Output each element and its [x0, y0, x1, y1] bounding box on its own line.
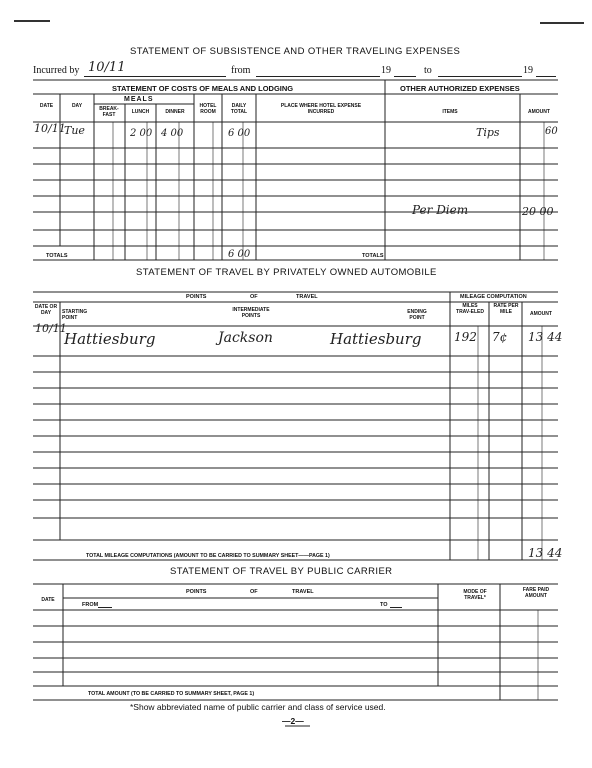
auto-col-ending-header: ENDING POINT [407, 309, 427, 321]
col-place-header: PLACE WHERE HOTEL EXPENSE INCURRED [280, 103, 362, 115]
carrier-points-header: POINTS [186, 589, 207, 595]
auto-entry-rate: 7¢ [492, 330, 508, 344]
meals-group-header: MEALS [124, 96, 154, 103]
auto-entry-starting: Hattiesburg [64, 330, 156, 348]
carrier-to-label: TO [380, 602, 388, 608]
page-number: —2— [282, 716, 304, 726]
auto-col-rate-header: RATE PER MILE [493, 303, 519, 315]
auto-col-miles-header: MILES TRAV-ELED [456, 303, 484, 315]
meals-totals-label: TOTALS [46, 253, 68, 259]
other-totals-label: TOTALS [362, 253, 384, 259]
to-label: to [424, 65, 432, 76]
mileage-computation-header: MILEAGE COMPUTATION [460, 294, 527, 300]
form-title: STATEMENT OF SUBSISTENCE AND OTHER TRAVELING EXPENSES [130, 46, 461, 57]
col-daily-total-header: DAILY TOTAL [230, 103, 248, 115]
other-item-per-diem: Per Diem [412, 203, 469, 217]
carrier-from-label: FROM [82, 602, 99, 608]
col-items-header: ITEMS [442, 109, 458, 115]
auto-points-header: POINTS [186, 294, 207, 300]
carrier-col-fare-header: FARE PAID AMOUNT [522, 587, 550, 599]
meal-entry-date: 10/11 [34, 122, 66, 135]
from-label: from [231, 65, 251, 76]
col-date-header: DATE [39, 103, 54, 109]
carrier-total-label: TOTAL AMOUNT (TO BE CARRIED TO SUMMARY SHEET, PAGE 1) [88, 691, 255, 697]
col-amount-header: AMOUNT [528, 109, 550, 115]
meals-daily-grand-total: 6 00 [228, 249, 251, 260]
other-item-tips-amount: 60 [545, 126, 558, 137]
auto-entry-ending: Hattiesburg [330, 330, 422, 348]
carrier-of-header: OF [250, 589, 258, 595]
col-day-header: DAY [71, 103, 83, 109]
carrier-col-mode-header: MODE OF TRAVEL* [463, 589, 487, 601]
other-expenses-title: OTHER AUTHORIZED EXPENSES [400, 84, 520, 93]
footnote: *Show abbreviated name of public carrier and class of service used. [130, 702, 386, 712]
col-hotel-header: HOTEL ROOM [199, 103, 217, 115]
col-dinner-header: DINNER [165, 109, 185, 115]
auto-col-amount-header: AMOUNT [530, 311, 552, 317]
auto-col-starting-header: STARTING POINT [62, 309, 88, 321]
col-lunch-header: LUNCH [131, 109, 150, 115]
auto-entry-intermediate: Jackson [218, 330, 273, 346]
meal-entry-dinner: 4 00 [161, 128, 184, 139]
other-item-per-diem-amount: 20 00 [522, 205, 554, 218]
auto-col-intermediate-header: INTERMEDIATE POINTS [232, 307, 270, 319]
auto-travel-header: TRAVEL [296, 294, 318, 300]
auto-entry-date: 10/11 [35, 322, 67, 335]
meal-entry-day: Tue [64, 124, 85, 137]
auto-total-label: TOTAL MILEAGE COMPUTATIONS (AMOUNT TO BE CARRIED TO SUMMARY SHEET——PAGE 1) [86, 553, 330, 559]
meals-section-title: STATEMENT OF COSTS OF MEALS AND LODGING [112, 84, 294, 93]
auto-entry-miles: 192 [454, 330, 477, 344]
auto-entry-amount: 13 44 [528, 330, 563, 344]
col-breakfast-header: BREAK-FAST [99, 106, 119, 118]
incurred-by-label: Incurred by [33, 65, 80, 76]
auto-total-amount: 13 44 [528, 546, 563, 560]
year-from-prefix: 19 [381, 65, 391, 76]
meal-entry-daily-total: 6 00 [228, 128, 251, 139]
carrier-section-title: STATEMENT OF TRAVEL BY PUBLIC CARRIER [170, 566, 393, 577]
carrier-col-date-header: DATE [41, 597, 55, 603]
auto-col-date-header: DATE OR DAY [34, 304, 58, 316]
incurred-by-value: 10/11 [88, 60, 126, 75]
year-to-prefix: 19 [523, 65, 533, 76]
auto-section-title: STATEMENT OF TRAVEL BY PRIVATELY OWNED AUTOMOBILE [136, 267, 437, 278]
auto-of-header: OF [250, 294, 258, 300]
other-item-tips: Tips [476, 126, 500, 139]
meal-entry-lunch: 2 00 [130, 128, 153, 139]
carrier-travel-header: TRAVEL [292, 589, 314, 595]
